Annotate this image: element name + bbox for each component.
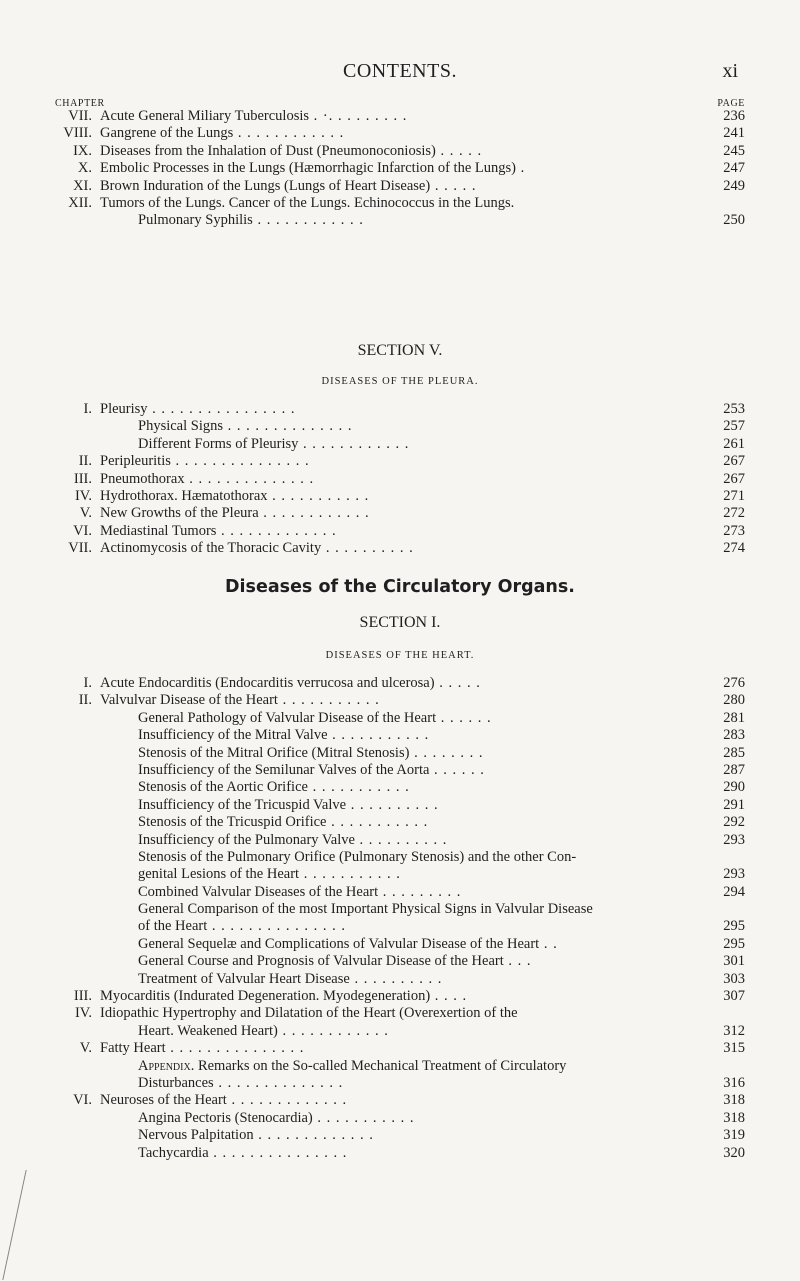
entry-title: Physical Signs . . . . . . . . . . . . . . <box>138 418 353 435</box>
leader-dots: . . . . . . . . . . . <box>326 814 429 831</box>
leader-dots: . . . . . . . . . . <box>354 831 448 848</box>
toc-entry <box>55 1005 745 1022</box>
chapter-number: XII. <box>68 194 92 211</box>
toc-entry <box>55 178 745 195</box>
leader-dots: . . . . . . . . . . . <box>267 487 370 504</box>
page-ref: 315 <box>723 1040 745 1057</box>
toc-entry <box>55 212 745 229</box>
page-ref: 257 <box>723 418 745 435</box>
page-ref: 319 <box>723 1127 745 1144</box>
entry-title: New Growths of the Pleura . . . . . . . . . . . . <box>100 505 370 522</box>
entry-title: Disturbances . . . . . . . . . . . . . . <box>138 1074 344 1091</box>
entry-title: Diseases from the Inhalation of Dust (Pneumonoconiosis) . . . . . <box>100 142 483 159</box>
part-heading: Diseases of the Circulatory Organs. <box>225 577 575 597</box>
leader-dots: . . . . <box>430 988 468 1005</box>
page-ref: 276 <box>723 675 745 691</box>
section-i-title: SECTION I. <box>359 614 441 631</box>
entry-title: Pulmonary Syphilis . . . . . . . . . . . . <box>138 212 364 229</box>
page-ref: 285 <box>723 744 745 761</box>
margin-pencil-mark <box>2 1170 32 1280</box>
leader-dots: . . . . . . . . . . . <box>277 692 380 709</box>
toc-entry <box>55 727 745 744</box>
entry-title: General Comparison of the most Important Physical Signs in Valvular Disease <box>138 901 593 918</box>
leader-dots: . . . . . . . . . . . . . . . <box>170 453 310 470</box>
leader-dots: . . . . . . <box>429 761 485 778</box>
page-ref: 274 <box>723 540 745 557</box>
toc-entry <box>55 884 745 901</box>
chapter-number: XI. <box>73 177 92 194</box>
entry-title: Pneumothorax . . . . . . . . . . . . . . <box>100 470 315 487</box>
page-ref: 318 <box>723 1092 745 1109</box>
page-ref: 316 <box>723 1074 745 1091</box>
chapter-number: V. <box>79 505 92 522</box>
entry-title: Different Forms of Pleurisy . . . . . . . . . . . . <box>138 435 410 452</box>
toc-entry <box>55 505 745 522</box>
toc-entry <box>55 866 745 883</box>
page-ref: 272 <box>723 505 745 522</box>
leader-dots: . . . . . . . . . . . . <box>298 435 410 452</box>
entry-title: Myocarditis (Indurated Degeneration. Myodegeneration) . . . . <box>100 988 468 1005</box>
toc-entry <box>55 1092 745 1109</box>
running-head <box>0 60 800 84</box>
page-ref: 295 <box>723 918 745 935</box>
leader-dots: . . . . . . . . . . . . . . . <box>208 1144 348 1161</box>
toc-entry <box>55 710 745 727</box>
entry-title: Treatment of Valvular Heart Disease . . . . . . . . . . <box>138 970 443 987</box>
page-ref: 293 <box>723 866 745 883</box>
toc-entry <box>55 1110 745 1127</box>
leader-dots: . . . . . . . . . . . . . . . <box>207 918 346 935</box>
entry-title: Pleurisy . . . . . . . . . . . . . . . . <box>100 401 296 417</box>
leader-dots: . . <box>539 935 558 952</box>
toc-entry <box>55 745 745 762</box>
entry-title: Idiopathic Hypertrophy and Dilatation of the Heart (Overexertion of the <box>100 1005 518 1022</box>
page-ref: 287 <box>723 761 745 778</box>
toc-entry <box>55 125 745 142</box>
leader-dots: . . . . . . . . . . . . . . . . <box>147 401 296 417</box>
toc-block-lungs <box>55 108 745 230</box>
chapter-number: III. <box>73 988 92 1005</box>
page-ref: 281 <box>723 709 745 726</box>
entry-title: Stenosis of the Pulmonary Orifice (Pulmonary Stenosis) and the other Con- <box>138 848 577 865</box>
page-ref: 236 <box>723 108 745 124</box>
entry-title: Tachycardia . . . . . . . . . . . . . . . <box>138 1144 348 1161</box>
entry-title: Stenosis of the Tricuspid Orifice . . . . . . . . . . . <box>138 814 429 831</box>
toc-entry <box>55 488 745 505</box>
leader-dots: . . . . . . . . . . . . <box>258 505 370 522</box>
leader-dots: . . . . . . . . . . . . . <box>216 522 337 539</box>
toc-entry <box>55 436 745 453</box>
entry-title: Angina Pectoris (Stenocardia) . . . . . . . . . . . <box>138 1109 415 1126</box>
entry-title: Stenosis of the Aortic Orifice . . . . . . . . . . . <box>138 779 410 796</box>
entry-title: Insufficiency of the Semilunar Valves of the Aorta . . . . . . <box>138 761 485 778</box>
page-ref: 307 <box>723 988 745 1005</box>
toc-entry <box>55 797 745 814</box>
leader-dots: . . . . . . . . . . . . . <box>253 1127 374 1144</box>
leader-dots: . . . . . . . . . . . . . . . <box>165 1040 305 1057</box>
page-ref: 312 <box>723 1022 745 1039</box>
toc-entry <box>55 471 745 488</box>
page-ref: 283 <box>723 727 745 744</box>
toc-entry <box>55 675 745 692</box>
leader-dots: . . . . . . . . . . <box>346 796 439 813</box>
toc-entry <box>55 971 745 988</box>
chapter-number: II. <box>78 453 92 470</box>
leader-dots: . ·. . . . . . . . . <box>309 108 408 124</box>
page-ref: 301 <box>723 953 745 970</box>
entry-title: genital Lesions of the Heart . . . . . . . . . . . <box>138 866 401 883</box>
page-ref: 292 <box>723 814 745 831</box>
leader-dots: . . . . . . . . . . . <box>299 866 401 883</box>
entry-title: Gangrene of the Lungs . . . . . . . . . . . . <box>100 125 345 142</box>
toc-entry <box>55 953 745 970</box>
toc-entry <box>55 1023 745 1040</box>
toc-entry <box>55 849 745 866</box>
chapter-number: VI. <box>73 1092 92 1109</box>
page-title: CONTENTS. <box>343 60 457 82</box>
page-ref: 294 <box>723 883 745 900</box>
leader-dots: . . . . . . . . . . . <box>307 779 410 796</box>
toc-entry <box>55 779 745 796</box>
entry-title: Tumors of the Lungs. Cancer of the Lungs. Echinococcus in the Lungs. <box>100 194 515 211</box>
toc-entry <box>55 401 745 418</box>
leader-dots: . . . . . . . . . . . . <box>233 125 345 142</box>
toc-entry <box>55 195 745 212</box>
section-v-title: SECTION V. <box>357 342 443 359</box>
toc-entry <box>55 160 745 177</box>
leader-dots: . . . . . . . . . . . <box>327 727 430 744</box>
toc-entry <box>55 540 745 557</box>
entry-title: Embolic Processes in the Lungs (Hæmorrhagic Infarction of the Lungs) . <box>100 160 526 177</box>
page-number: xi <box>722 60 738 82</box>
leader-dots: . . . . . . . . . . . . . . <box>213 1074 344 1091</box>
chapter-number: IV. <box>74 1005 92 1022</box>
entry-title: Heart. Weakened Heart) . . . . . . . . . . . . <box>138 1022 389 1039</box>
page-ref: 261 <box>723 435 745 452</box>
entry-title: Fatty Heart . . . . . . . . . . . . . . . <box>100 1040 305 1057</box>
page-ref: 280 <box>723 692 745 709</box>
entry-title: Acute General Miliary Tuberculosis . ·. . . . . . . . . <box>100 108 408 124</box>
entry-title: General Course and Prognosis of Valvular Disease of the Heart . . . <box>138 953 532 970</box>
chapter-number: VI. <box>73 522 92 539</box>
toc-entry <box>55 418 745 435</box>
toc-entry <box>55 1058 745 1075</box>
leader-dots: . . . . . . . . . . . <box>312 1109 415 1126</box>
toc-block-pleura <box>55 401 745 558</box>
section-v-subtitle: DISEASES OF THE PLEURA. <box>321 376 479 387</box>
toc-entry <box>55 918 745 935</box>
leader-dots: . . . <box>503 953 532 970</box>
leader-dots: . . . . . <box>435 142 483 159</box>
leader-dots: . . . . . . . . . . . . <box>277 1022 389 1039</box>
page-ref: 253 <box>723 401 745 417</box>
section-i-subtitle: DISEASES OF THE HEART. <box>325 650 475 661</box>
chapter-number: III. <box>73 470 92 487</box>
entry-title: Mediastinal Tumors . . . . . . . . . . . . . <box>100 522 337 539</box>
toc-entry <box>55 1145 745 1162</box>
chapter-column-label: CHAPTER <box>55 98 105 109</box>
entry-title: Appendix. Remarks on the So-called Mechanical Treatment of Circulatory <box>138 1057 567 1074</box>
toc-entry <box>55 814 745 831</box>
toc-entry <box>55 1075 745 1092</box>
chapter-number: IV. <box>74 487 92 504</box>
leader-dots: . . . . . . . . . <box>378 883 462 900</box>
page-ref: 249 <box>723 177 745 194</box>
chapter-number: V. <box>79 1040 92 1057</box>
chapter-number: VII. <box>68 540 92 557</box>
leader-dots: . . . . . . . . . . . . . . <box>223 418 353 435</box>
page-ref: 241 <box>723 125 745 142</box>
page-ref: 247 <box>723 160 745 177</box>
page-ref: 291 <box>723 796 745 813</box>
page-ref: 267 <box>723 470 745 487</box>
entry-title: Peripleuritis . . . . . . . . . . . . . . . <box>100 453 310 470</box>
entry-title: General Pathology of Valvular Disease of the Heart . . . . . . <box>138 709 492 726</box>
chapter-number: X. <box>77 160 92 177</box>
page-ref: 320 <box>723 1144 745 1161</box>
chapter-number: VIII. <box>63 125 92 142</box>
leader-dots: . . . . . . . . . . <box>349 970 443 987</box>
leader-dots: . . . . . . <box>436 709 492 726</box>
entry-title: Brown Induration of the Lungs (Lungs of Heart Disease) . . . . . <box>100 177 477 194</box>
entry-title: Valvulvar Disease of the Heart . . . . . . . . . . . <box>100 692 380 709</box>
page-ref: 290 <box>723 779 745 796</box>
leader-dots: . . . . . . . . . . <box>321 540 414 557</box>
toc-entry <box>55 936 745 953</box>
toc-entry <box>55 143 745 160</box>
chapter-number: I. <box>83 675 92 691</box>
leader-dots: . . . . . <box>434 675 481 691</box>
chapter-number: VII. <box>68 108 92 124</box>
page-ref: 271 <box>723 487 745 504</box>
toc-block-heart <box>55 675 745 1162</box>
toc-entry <box>55 108 745 125</box>
entry-title: Nervous Palpitation . . . . . . . . . . . . . <box>138 1127 374 1144</box>
page-column-label: PAGE <box>717 98 745 109</box>
chapter-number: IX. <box>73 142 92 159</box>
toc-entry <box>55 988 745 1005</box>
toc-entry <box>55 832 745 849</box>
leader-dots: . . . . . . . . . . . . . <box>226 1092 348 1109</box>
entry-title: Actinomycosis of the Thoracic Cavity . . . . . . . . . . <box>100 540 414 557</box>
page-ref: 318 <box>723 1109 745 1126</box>
leader-dots: . . . . . <box>430 177 477 194</box>
toc-entry <box>55 523 745 540</box>
toc-entry <box>55 1127 745 1144</box>
chapter-number: I. <box>83 401 92 417</box>
entry-title: Neuroses of the Heart . . . . . . . . . . . . . <box>100 1092 348 1109</box>
leader-dots: . . . . . . . . . . . . . . <box>184 470 315 487</box>
entry-title: Insufficiency of the Pulmonary Valve . . . . . . . . . . <box>138 831 448 848</box>
chapter-number: II. <box>78 692 92 709</box>
page-ref: 293 <box>723 831 745 848</box>
leader-dots: . . . . . . . . . . . . <box>252 212 364 229</box>
entry-title: Stenosis of the Mitral Orifice (Mitral Stenosis) . . . . . . . . <box>138 744 484 761</box>
entry-title: Insufficiency of the Mitral Valve . . . . . . . . . . . <box>138 727 430 744</box>
page-ref: 250 <box>723 212 745 229</box>
toc-entry <box>55 762 745 779</box>
entry-title: Combined Valvular Diseases of the Heart . . . . . . . . . <box>138 883 462 900</box>
page-ref: 267 <box>723 453 745 470</box>
page-ref: 273 <box>723 522 745 539</box>
entry-title: General Sequelæ and Complications of Valvular Disease of the Heart . . <box>138 935 558 952</box>
page-ref: 245 <box>723 142 745 159</box>
toc-entry <box>55 692 745 709</box>
entry-title: of the Heart . . . . . . . . . . . . . . . <box>138 918 346 935</box>
page-ref: 303 <box>723 970 745 987</box>
toc-entry <box>55 901 745 918</box>
toc-entry <box>55 453 745 470</box>
toc-entry <box>55 1040 745 1057</box>
leader-dots: . . . . . . . . <box>409 744 484 761</box>
entry-title: Insufficiency of the Tricuspid Valve . . . . . . . . . . <box>138 796 439 813</box>
leader-dots: . <box>515 160 526 177</box>
page-ref: 295 <box>723 935 745 952</box>
entry-title: Hydrothorax. Hæmatothorax . . . . . . . . . . . <box>100 487 370 504</box>
entry-title: Acute Endocarditis (Endocarditis verrucosa and ulcerosa) . . . . . <box>100 675 481 691</box>
